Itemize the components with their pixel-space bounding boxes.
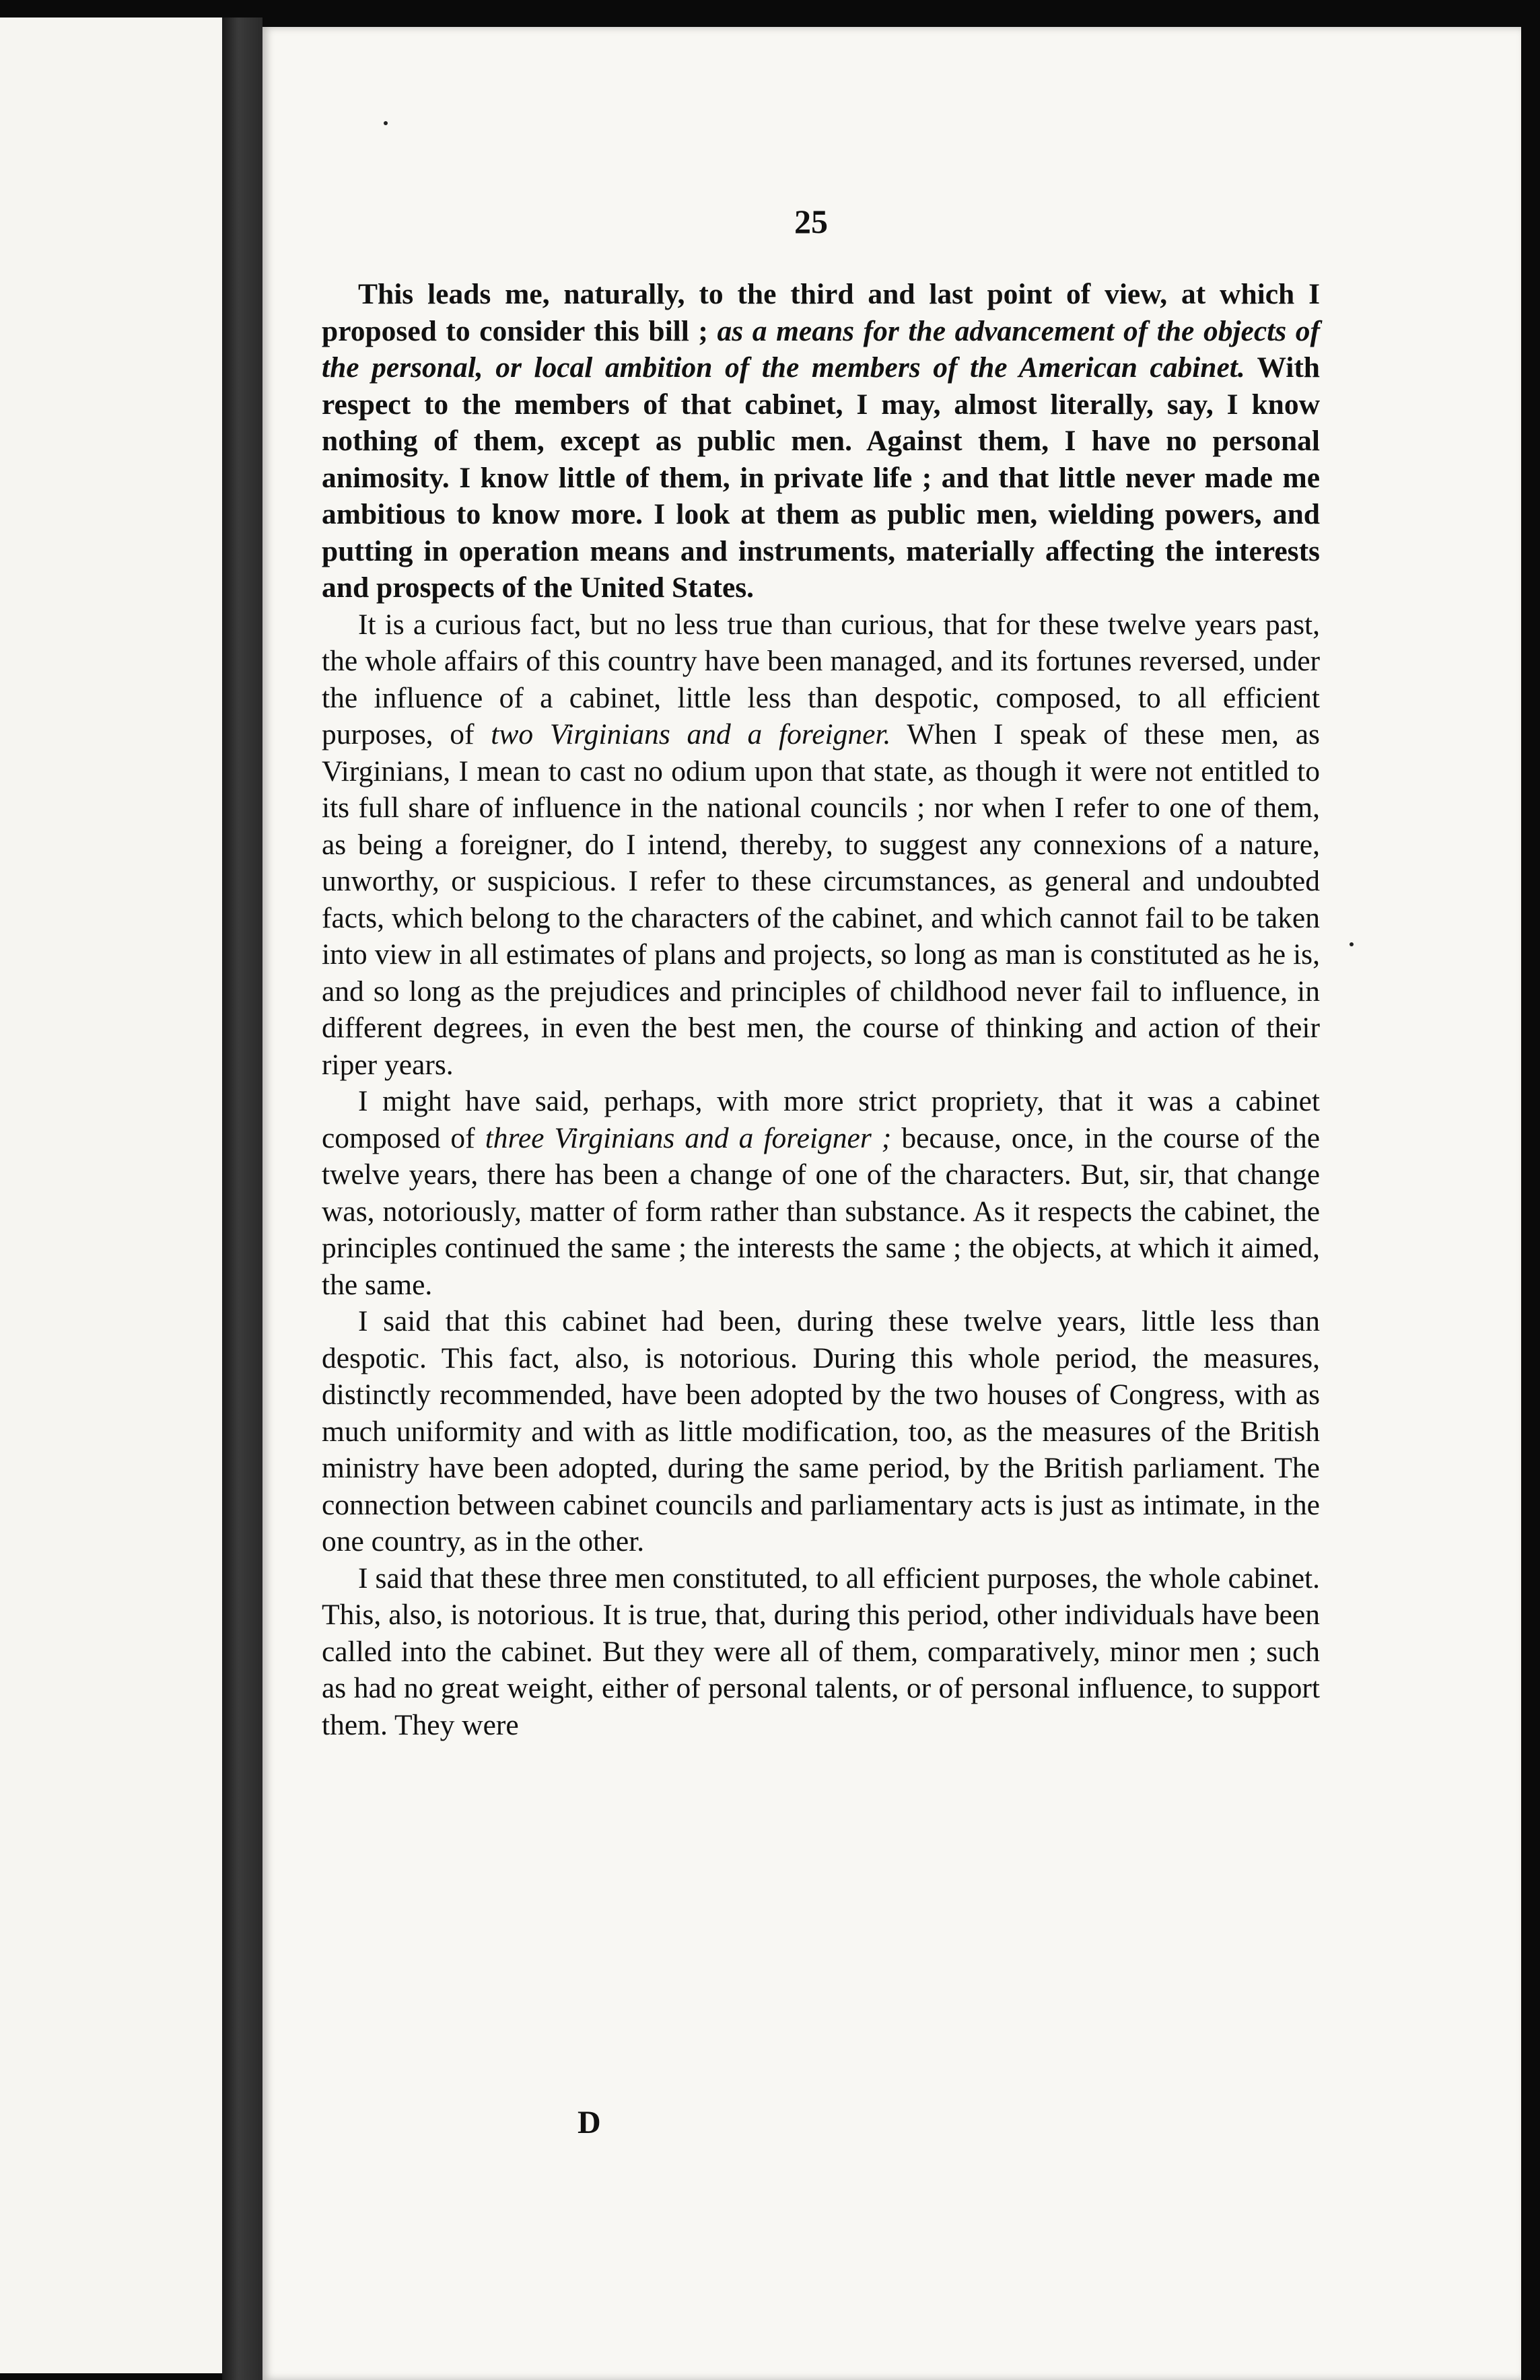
paragraph-5: I said that these three men constituted, to all efficient purposes, the whole cabinet. This, also, is notorious. It is true, that, during this period, other individuals have been called into the cabinet. But they were all of them, comparatively, minor men ; such as had no great weight, either of personal talents, or of personal influence, to support them. They were bbox=[322, 1562, 1320, 1741]
facing-page-fragment bbox=[0, 18, 232, 2373]
print-speck bbox=[1350, 942, 1354, 946]
paragraph-3: I might have said, perhaps, with more strict propriety, that it was a cabinet composed of three Virginians and a foreigner ; because, once, in the course of the twelve years, there has been a change of one of the characters. But, sir, that change was, notoriously, matter of form rather than substance. As it respects the cabinet, the principles continued the same ; the interests the same ; the objects, at which it aimed, the same. bbox=[322, 1085, 1320, 1301]
body-text bbox=[322, 276, 1320, 1743]
print-speck bbox=[384, 121, 388, 125]
paragraph-2: It is a curious fact, but no less true than curious, that for these twelve years past, the whole affairs of this country have been managed, and its fortunes reversed, under the influence of a cabinet, little less than despotic, composed, to all efficient purposes, of two Virginians and a foreigner. When I speak of these men, as Virginians, I mean to cast no odium upon that state, as though it were not entitled to its full share of influence in the national councils ; nor when I refer to one of them, as being a foreigner, do I intend, thereby, to suggest any connexions of a nature, unworthy, or suspicious. I refer to these circumstances, as general and undoubted facts, which belong to the characters of the cabinet, and which cannot fail to be taken into view in all estimates of plans and projects, so long as man is constituted as he is, and so long as the prejudices and principles of childhood never fail to influence, in different degrees, in even the best men, the course of thinking and action of their riper years. bbox=[322, 608, 1320, 1081]
paragraph-4: I said that this cabinet had been, during these twelve years, little less than despotic. This fact, also, is notorious. During this whole period, the measures, distinctly recommended, have been adopted by the two houses of Congress, with as much uniformity and with as little modification, too, as the measures of the British ministry have been adopted, during the same period, by the British parliament. The connection between cabinet councils and parliamentary acts is just as intimate, in the one country, as in the other. bbox=[322, 1305, 1320, 1558]
signature-mark: D bbox=[578, 2105, 601, 2140]
book-gutter bbox=[222, 18, 262, 2380]
paragraph-1: This leads me, naturally, to the third and last point of view, at which I proposed to consider this bill ; as a means for the advancement of the objects of the personal, or local ambition of the members of the American cabinet. With respect to the members of that cabinet, I may, almost literally, say, I know nothing of them, except as public men. Against them, I have no personal animosity. I know little of them, in private life ; and that little never made me ambitious to know more. I look at them as public men, wielding powers, and putting in operation means and instruments, materially affecting the interests and prospects of the United States. bbox=[322, 278, 1320, 604]
page-number: 25 bbox=[794, 203, 828, 240]
